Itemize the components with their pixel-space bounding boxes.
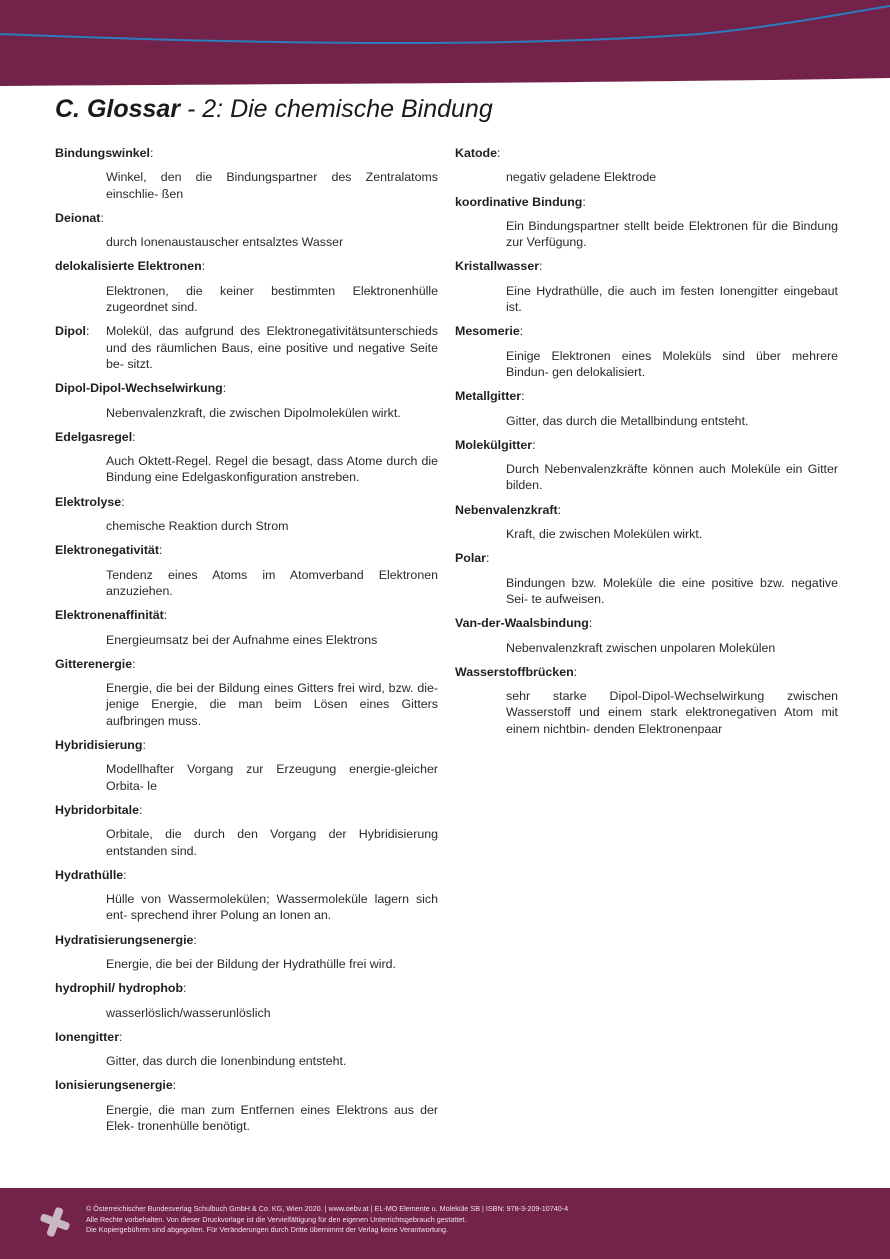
glossary-entry bbox=[55, 494, 438, 535]
term-line bbox=[55, 932, 438, 948]
term-colon: : bbox=[150, 146, 154, 160]
term-colon: : bbox=[100, 210, 104, 225]
glossary-definition: negativ geladene Elektrode bbox=[506, 170, 657, 185]
term-line bbox=[455, 664, 838, 680]
glossary-term: Hydrathülle bbox=[55, 867, 124, 882]
glossary-term: delokalisierte Elektronen bbox=[55, 259, 202, 274]
glossary-term: Metallgitter bbox=[455, 389, 522, 404]
glossary-term: Kristallwasser bbox=[455, 259, 540, 274]
glossary-term: Mesomerie bbox=[455, 324, 520, 339]
term-line bbox=[55, 429, 438, 445]
glossary-definition: Orbitale, die durch den Vorgang der Hybridisierung entstanden sind. bbox=[106, 827, 438, 858]
glossary-entry bbox=[455, 615, 838, 656]
glossary-entry bbox=[55, 380, 438, 421]
glossary-term: Nebenvalenzkraft bbox=[455, 502, 558, 517]
glossary-definition: sehr starke Dipol-Dipol-Wechselwirkung zwischen Wasserstoff und einem stark elektronegativen Atom mit einem nichtbin- denden Elektronenpaar bbox=[506, 689, 838, 736]
term-line bbox=[55, 867, 438, 883]
glossary-term: Bindungswinkel bbox=[55, 146, 150, 160]
glossary-entry bbox=[455, 550, 838, 607]
glossary-definition: Ein Bindungspartner stellt beide Elektronen für die Bindung zur Verfügung. bbox=[506, 218, 838, 250]
glossary-definition: Elektronen, die keiner bestimmten Elektronenhülle zugeordnet sind. bbox=[106, 283, 438, 315]
term-colon: : bbox=[123, 867, 127, 882]
term-colon: : bbox=[486, 551, 490, 566]
glossary-term: Dipol-Dipol-Wechselwirkung bbox=[55, 381, 223, 396]
glossary-definition: Energie, die man zum Entfernen eines Elektrons aus der Elek- tronenhülle benötigt. bbox=[106, 1102, 438, 1134]
glossary-definition: chemische Reaktion durch Strom bbox=[106, 519, 289, 534]
glossary-term: Ionisierungsenergie bbox=[55, 1078, 173, 1093]
glossary-term: Hybridorbitale bbox=[55, 802, 139, 817]
glossary-definition: Gitter, das durch die Metallbindung entsteht. bbox=[506, 413, 749, 428]
term-colon: : bbox=[183, 981, 187, 996]
term-line bbox=[55, 380, 438, 396]
term-line bbox=[55, 258, 438, 274]
glossary-term: Hybridisierung bbox=[55, 738, 143, 753]
glossary-definition: durch Ionenaustauscher entsalztes Wasser bbox=[106, 235, 344, 250]
glossary-term: Gitterenergie bbox=[55, 656, 133, 671]
glossary-entry bbox=[455, 437, 838, 494]
glossary-term: Hydratisierungsenergie bbox=[55, 932, 194, 947]
term-colon: : bbox=[582, 194, 586, 209]
glossary-definition: Eine Hydrathülle, die auch im festen Ionengitter eingebaut ist. bbox=[506, 283, 838, 315]
glossary-definition: Energie, die bei der Bildung der Hydrathülle frei wird. bbox=[106, 956, 396, 971]
glossary-definition: Nebenvalenzkraft, die zwischen Dipolmolekülen wirkt. bbox=[106, 405, 401, 420]
header-banner bbox=[0, 0, 890, 100]
glossary-definition: Energieumsatz bei der Aufnahme eines Elektrons bbox=[106, 632, 378, 647]
footer-line: Alle Rechte vorbehalten. Von dieser Druckvorlage ist die Vervielfältigung für den eigenen Unterrichtsgebrauch gestattet. bbox=[86, 1214, 467, 1224]
glossary-definition: Molekül, das aufgrund des Elektronegativitätsunterschieds und des räumlichen Baus, eine positive und negative Seite be- sitzt. bbox=[106, 324, 438, 371]
glossary-entry bbox=[55, 607, 438, 648]
footer-line: Die Kopiergebühren sind abgegolten. Für Veränderungen durch Dritte übernimmt der Verlag keine Verantwortung. bbox=[86, 1225, 448, 1234]
term-line bbox=[455, 615, 838, 631]
term-colon: : bbox=[539, 259, 543, 274]
glossary-definition: Gitter, das durch die Ionenbindung entsteht. bbox=[106, 1054, 347, 1069]
glossary-definition: Durch Nebenvalenzkräfte können auch Moleküle ein Gitter bilden. bbox=[506, 462, 838, 493]
glossary-entry bbox=[55, 323, 438, 372]
term-line bbox=[55, 802, 438, 818]
glossary-entry bbox=[55, 656, 438, 729]
term-line bbox=[455, 145, 838, 161]
glossary-term: Katode bbox=[455, 146, 497, 160]
glossary-term: Molekülgitter bbox=[455, 437, 533, 452]
glossary-entry bbox=[55, 802, 438, 859]
term-line bbox=[55, 656, 438, 672]
term-colon: : bbox=[163, 608, 168, 623]
term-colon: : bbox=[121, 494, 125, 509]
term-line bbox=[55, 210, 438, 226]
glossary-term: Wasserstoffbrücken bbox=[455, 664, 574, 679]
term-colon: : bbox=[142, 738, 146, 753]
term-line bbox=[55, 145, 438, 161]
glossary-entry bbox=[455, 145, 838, 186]
term-line bbox=[55, 542, 438, 558]
term-line bbox=[55, 1029, 438, 1045]
glossary-entry bbox=[55, 429, 438, 486]
glossary-term: koordinative Bindung bbox=[455, 194, 583, 209]
term-colon: : bbox=[497, 146, 501, 160]
glossary-definition: Kraft, die zwischen Molekülen wirkt. bbox=[506, 527, 703, 542]
glossary-term: Elektronegativität bbox=[55, 543, 159, 558]
glossary-entry bbox=[455, 194, 838, 251]
glossary-right-column bbox=[455, 145, 838, 745]
page-title bbox=[55, 95, 493, 124]
glossary-entry bbox=[55, 258, 438, 315]
glossary-term: Deionat bbox=[55, 210, 101, 225]
glossary-entry bbox=[55, 867, 438, 924]
term-colon: : bbox=[193, 932, 197, 947]
term-line bbox=[55, 494, 438, 510]
glossary-definition: Hülle von Wassermolekülen; Wassermoleküle lagern sich ent- sprechend ihrer Polung an Ionen an. bbox=[106, 892, 438, 923]
term-line bbox=[455, 323, 838, 339]
glossary-definition: wasserlöslich/wasserunlöslich bbox=[106, 1005, 271, 1020]
term-line bbox=[455, 437, 838, 453]
glossary-term: Van-der-Waalsbindung bbox=[455, 616, 589, 631]
footer-line: © Österreichischer Bundesverlag Schulbuch GmbH & Co. KG, Wien 2020. | www.oebv.at | EL-MO Elemente u. Moleküle SB | ISBN: 978-3-209-10740-4 bbox=[86, 1204, 569, 1213]
glossary-definition: Auch Oktett-Regel. Regel die besagt, dass Atome durch die Bindung eine Edelgaskonfiguration anstreben. bbox=[106, 454, 438, 485]
glossary-entry bbox=[55, 145, 438, 202]
glossary-term: Dipol bbox=[55, 324, 86, 339]
term-colon: : bbox=[521, 389, 525, 404]
glossary-entry bbox=[455, 258, 838, 315]
term-line bbox=[55, 737, 438, 753]
glossary-entry bbox=[55, 737, 438, 794]
term-colon: : bbox=[532, 437, 536, 452]
glossary-definition: Einige Elektronen eines Moleküls sind über mehrere Bindun- gen delokalisiert. bbox=[506, 348, 838, 379]
glossary-term: Elektrolyse bbox=[55, 494, 122, 509]
term-colon: : bbox=[139, 802, 143, 817]
term-colon: : bbox=[158, 543, 163, 558]
publisher-logo-icon bbox=[38, 1205, 72, 1239]
term-line bbox=[55, 980, 438, 996]
glossary-entry bbox=[55, 542, 438, 599]
glossary-left-column bbox=[55, 145, 438, 1142]
glossary-term: hydrophil/ hydrophob bbox=[55, 981, 184, 996]
term-line bbox=[455, 258, 838, 274]
glossary-entry bbox=[55, 210, 438, 251]
term-colon: : bbox=[573, 664, 578, 679]
glossary-definition: Energie, die bei der Bildung eines Gitters frei wird, bzw. die- jenige Energie, die man beim Lösen eines Gitters aufbringen muss. bbox=[106, 681, 438, 728]
glossary-term: Polar bbox=[455, 551, 486, 566]
term-colon: : bbox=[557, 502, 562, 517]
footer-copyright bbox=[86, 1204, 568, 1236]
term-colon: : bbox=[85, 324, 90, 339]
glossary-term: Elektronenaffinität bbox=[55, 608, 164, 623]
glossary-definition: Tendenz eines Atoms im Atomverband Elektronen anzuziehen. bbox=[106, 567, 438, 598]
glossary-definition: Nebenvalenzkraft zwischen unpolaren Molekülen bbox=[506, 640, 776, 655]
term-colon: : bbox=[132, 429, 136, 444]
glossary-entry bbox=[55, 1029, 438, 1070]
term-colon: : bbox=[132, 656, 136, 671]
term-colon: : bbox=[222, 381, 227, 396]
term-colon: : bbox=[519, 324, 524, 339]
title-strong: C. Glossar bbox=[55, 95, 181, 123]
term-line bbox=[455, 502, 838, 518]
term-colon: : bbox=[172, 1078, 177, 1093]
term-line bbox=[55, 607, 438, 623]
term-line bbox=[455, 388, 838, 404]
title-rest: - 2: Die chemische Bindung bbox=[180, 95, 493, 123]
glossary-definition: Winkel, den die Bindungspartner des Zentralatoms einschlie- ßen bbox=[106, 170, 438, 201]
glossary-entry bbox=[55, 932, 438, 973]
glossary-definition: Bindungen bzw. Moleküle die eine positive bzw. negative Sei- te aufweisen. bbox=[506, 575, 838, 606]
term-line bbox=[455, 550, 838, 566]
glossary-term: Edelgasregel bbox=[55, 429, 133, 444]
term-line bbox=[55, 1077, 438, 1093]
glossary-entry bbox=[455, 664, 838, 737]
glossary-entry bbox=[455, 388, 838, 429]
term-colon: : bbox=[588, 616, 593, 631]
glossary-term: Ionengitter bbox=[55, 1029, 120, 1044]
term-colon: : bbox=[201, 259, 206, 274]
term-line bbox=[455, 194, 838, 210]
footer bbox=[0, 1188, 890, 1259]
glossary-entry bbox=[455, 323, 838, 380]
glossary-entry bbox=[55, 980, 438, 1021]
glossary-entry bbox=[55, 1077, 438, 1134]
glossary-definition: Modellhafter Vorgang zur Erzeugung energie-gleicher Orbita- le bbox=[106, 762, 438, 793]
term-colon: : bbox=[119, 1029, 123, 1044]
term-wrap bbox=[55, 323, 106, 372]
glossary-entry bbox=[455, 502, 838, 543]
